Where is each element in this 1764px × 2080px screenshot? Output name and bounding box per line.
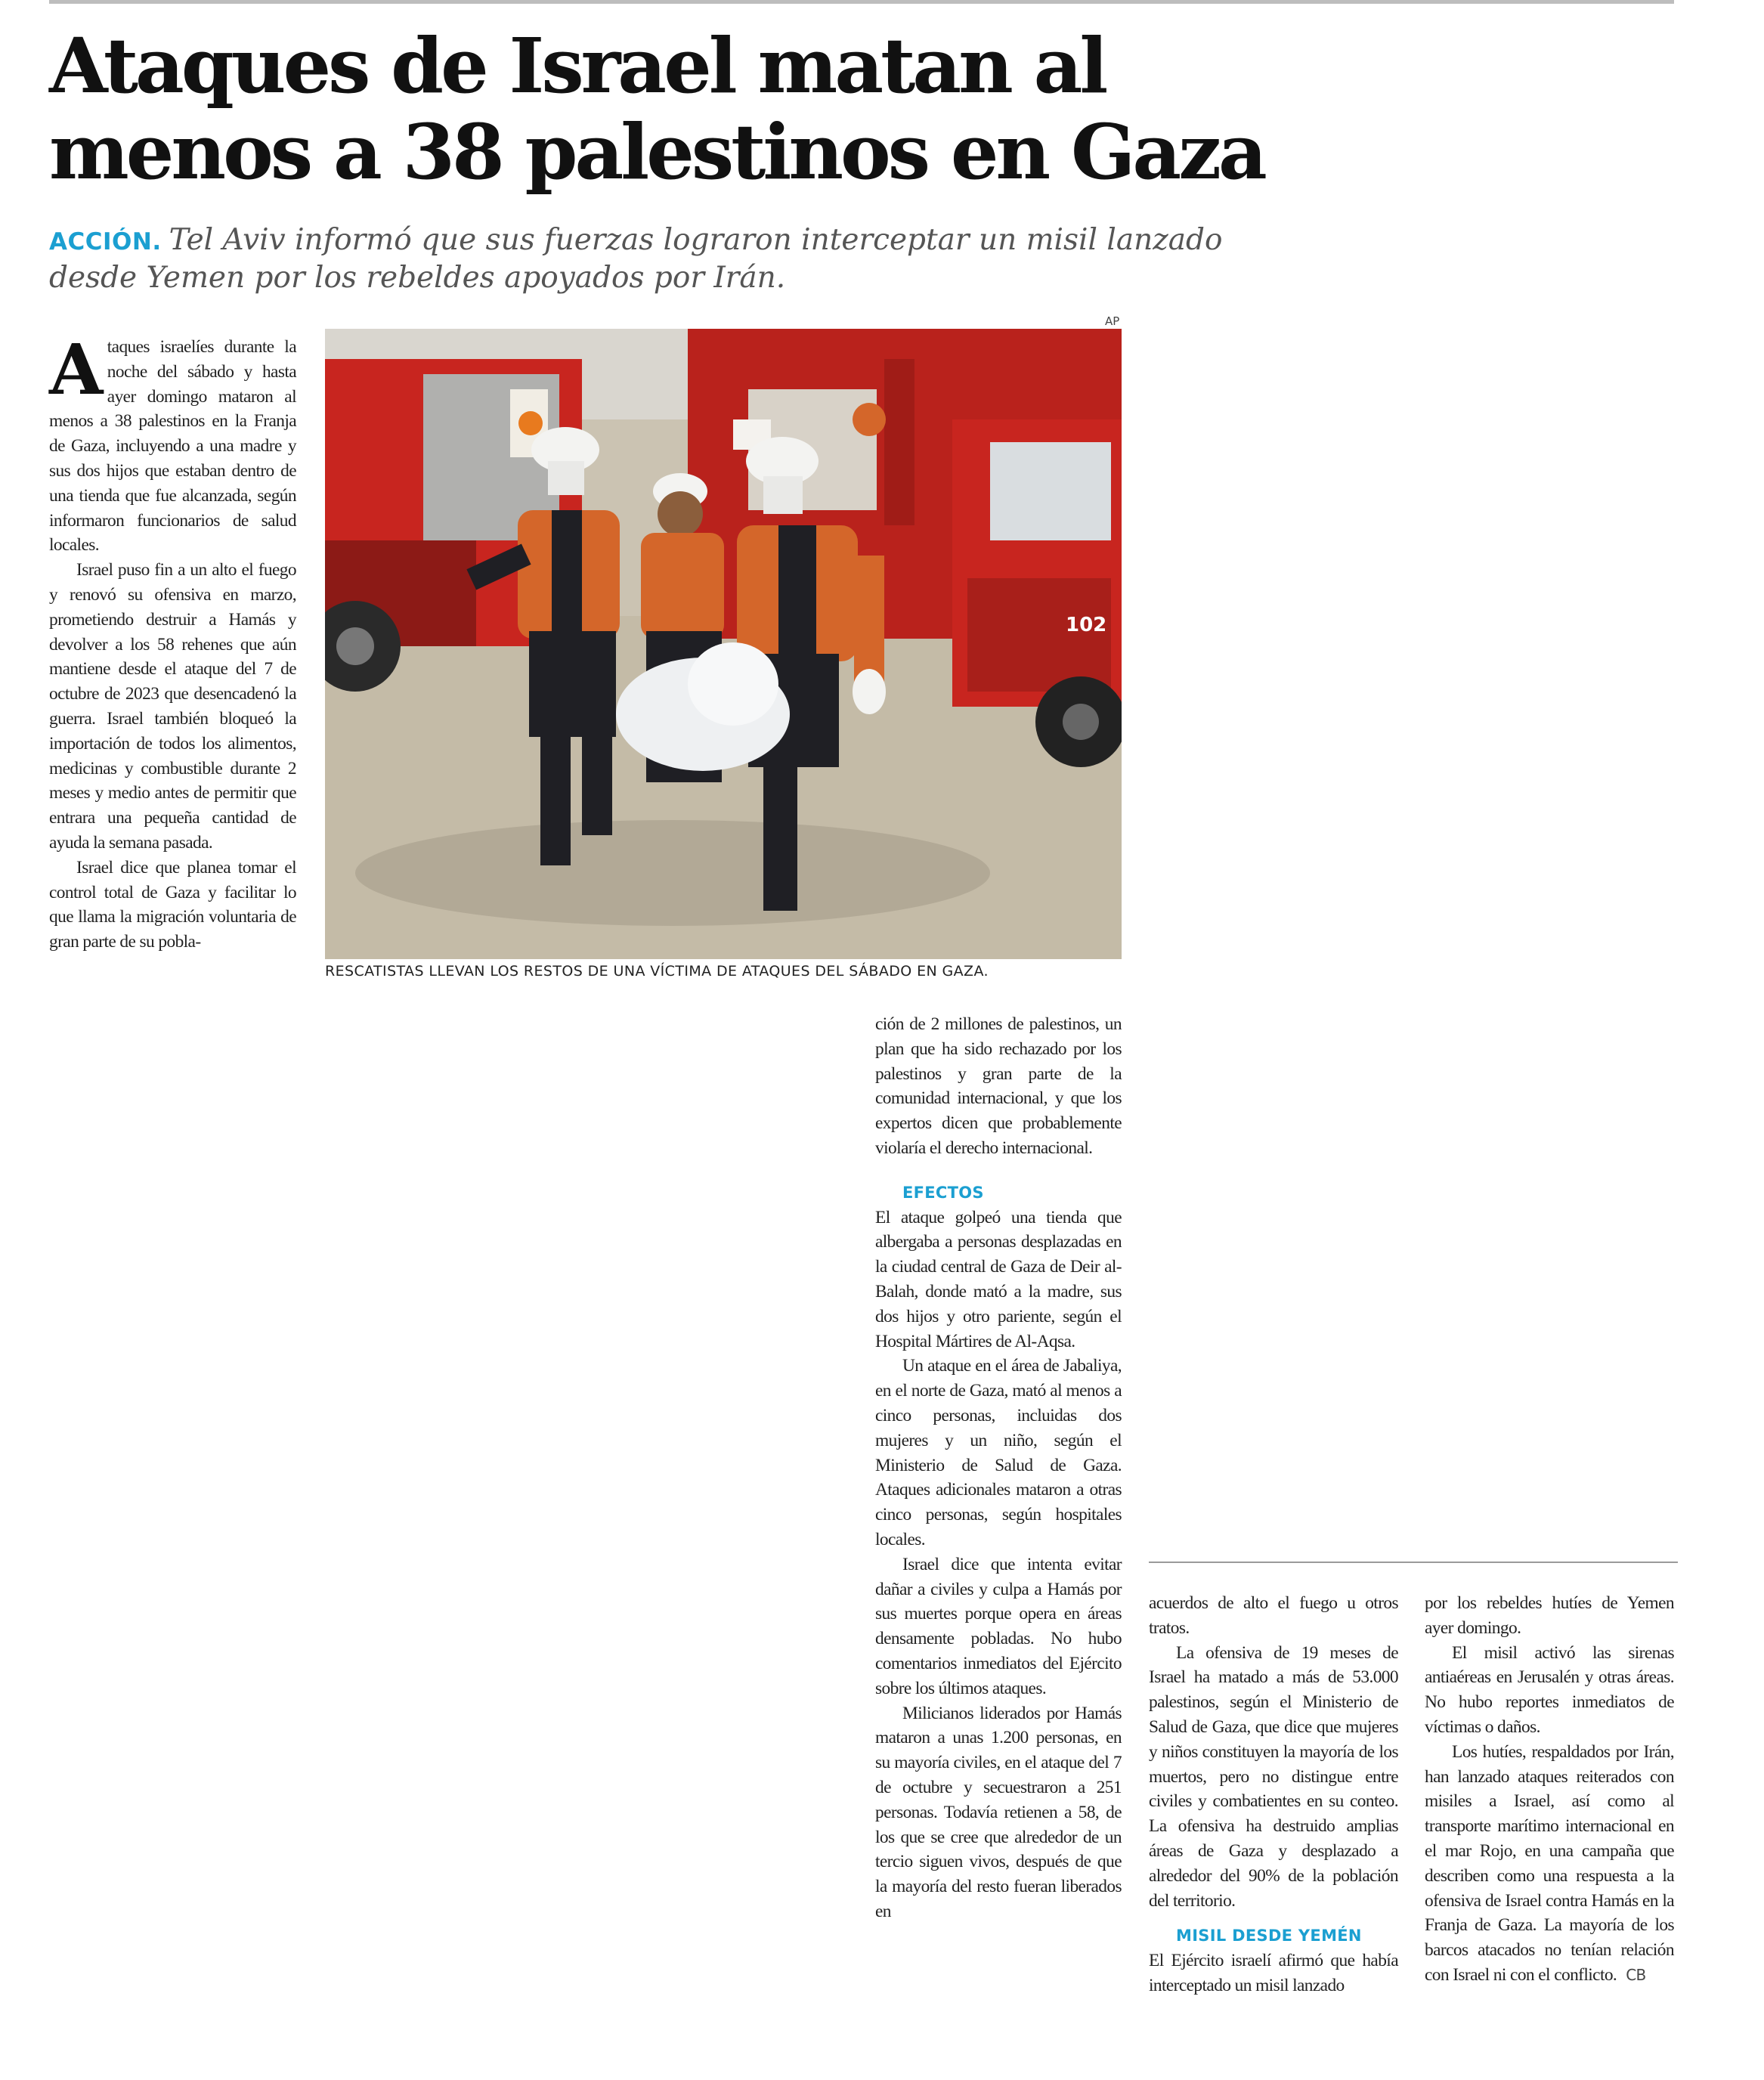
deck-label: ACCIÓN.: [49, 228, 162, 255]
paragraph: Milicianos liderados por Hamás mataron a unas 1.200 personas, en su mayoría civiles, en el ataque del 7 de octubre y secuestraron a 251 personas. Todavía retienen a 58, de los que se cree que alrededor de un tercio siguen vivos, después de que la mayoría del resto fueran liberados en: [875, 1703, 1122, 1921]
paragraph-lead-text: taques israelíes durante la noche del sábado y hasta ayer domingo mataron al menos a 38 palestinos en la Franja de Gaza, incluyendo a una madre y sus dos hijos que estaban dentro de una tienda que fue alcanzada, según informaron funcionarios de salud locales.: [49, 337, 296, 556]
deck-line-2: desde Yemen por los rebeldes apoyados por Irán.: [49, 261, 786, 295]
paragraph: [1425, 1740, 1674, 1988]
paragraph: El Ejército israelí afirmó que había interceptado un misil lanzado: [1149, 1951, 1398, 1995]
paragraph: acuerdos de alto el fuego u otros tratos.: [1149, 1593, 1398, 1638]
column-rule: [1149, 1562, 1678, 1563]
subhead-efectos: EFECTOS: [902, 1183, 984, 1202]
deck: [49, 222, 1223, 296]
headline-line-1: Ataques de Israel matan al: [49, 21, 1106, 110]
paragraph: por los rebeldes hutíes de Yemen ayer domingo.: [1425, 1593, 1674, 1638]
paragraph: Israel puso fin a un alto el fuego y renovó su ofensiva en marzo, prometiendo destruir a Hamás y devolver a los 58 rehenes que aún mantiene desde el ataque del 7 de octubre de 2023 que desencadenó la guerra. Israel también bloqueó la importación de todos los alimentos, medicinas y combustible durante 2 meses y medio antes de permitir que entrara una pequeña cantidad de ayuda la semana pasada.: [49, 560, 296, 853]
deck-line-1: [49, 222, 1223, 260]
paragraph-lead: [49, 329, 296, 558]
dropcap: A: [49, 329, 103, 410]
paragraph-text: Los hutíes, respaldados por Irán, han lanzado ataques reiterados con misiles a Israel, así como al transporte marítimo internacional en el mar Rojo, en una campaña que describen como una respuesta a la ofensiva de Israel contra Hamás en la Franja de Gaza. La mayoría de los barcos atacados no tenían relación con Israel ni con el conflicto.: [1425, 1741, 1674, 1985]
paragraph: Israel dice que planea tomar el control total de Gaza y facilitar lo que llama la migración voluntaria de gran parte de su pobla-: [49, 857, 296, 952]
headline: [49, 21, 1264, 197]
truck-number: 102: [1066, 614, 1107, 636]
article-column-3: [1149, 1591, 1398, 1998]
deck-text-1: Tel Aviv informó que sus fuerzas lograron interceptar un misil lanzado: [169, 223, 1223, 257]
article-column-2: [875, 1012, 1122, 1924]
paragraph: La ofensiva de 19 meses de Israel ha matado a más de 53.000 palestinos, según el Ministerio de Salud de Gaza, que dice que mujeres y niños constituyen la mayoría de los muertos, pero no distingue entre civiles y combatientes en su conteo. La ofensiva ha destruido amplias áreas de Gaza y desplazado a alrededor del 90% de la población del territorio.: [1149, 1642, 1398, 1911]
headline-line-2: menos a 38 palestinos en Gaza: [49, 107, 1264, 197]
subhead-misil: MISIL DESDE YEMÉN: [1176, 1927, 1362, 1945]
paragraph: Israel dice que intenta evitar dañar a civiles y culpa a Hamás por sus muertes porque opera en áreas densamente pobladas. No hubo comentarios inmediatos del Ejército sobre los últimos ataques.: [875, 1554, 1122, 1698]
paragraph: ción de 2 millones de palestinos, un plan que ha sido rechazado por los palestinos y gran parte de la comunidad internacional, y que los expertos dicen que probablemente violaría el derecho internacional.: [875, 1014, 1122, 1158]
paragraph: El misil activó las sirenas antiaéreas en Jerusalén y otras áreas. No hubo reportes inmediatos de víctimas o daños.: [1425, 1642, 1674, 1737]
news-photo: [325, 329, 1122, 959]
photo-caption: RESCATISTAS LLEVAN LOS RESTOS DE UNA VÍCTIMA DE ATAQUES DEL SÁBADO EN GAZA.: [325, 963, 989, 980]
article-column-4: [1425, 1591, 1674, 1988]
photo-credit: AP: [1105, 314, 1120, 328]
top-rule: [49, 0, 1674, 4]
paragraph: El ataque golpeó una tienda que albergaba a personas desplazadas en la ciudad central de Gaza de Deir al-Balah, donde mató a la madre, sus dos hijos y otro pariente, según el Hospital Mártires de Al-Aqsa.: [875, 1207, 1122, 1351]
end-mark: CB: [1626, 1965, 1646, 1984]
article-column-1: [49, 329, 296, 955]
rescue-workers-photo: [325, 329, 1122, 959]
paragraph: Un ataque en el área de Jabaliya, en el norte de Gaza, mató al menos a cinco personas, incluidas dos mujeres y un niño, según el Ministerio de Salud de Gaza. Ataques adicionales mataron a otras cinco personas, según hospitales locales.: [875, 1356, 1122, 1549]
